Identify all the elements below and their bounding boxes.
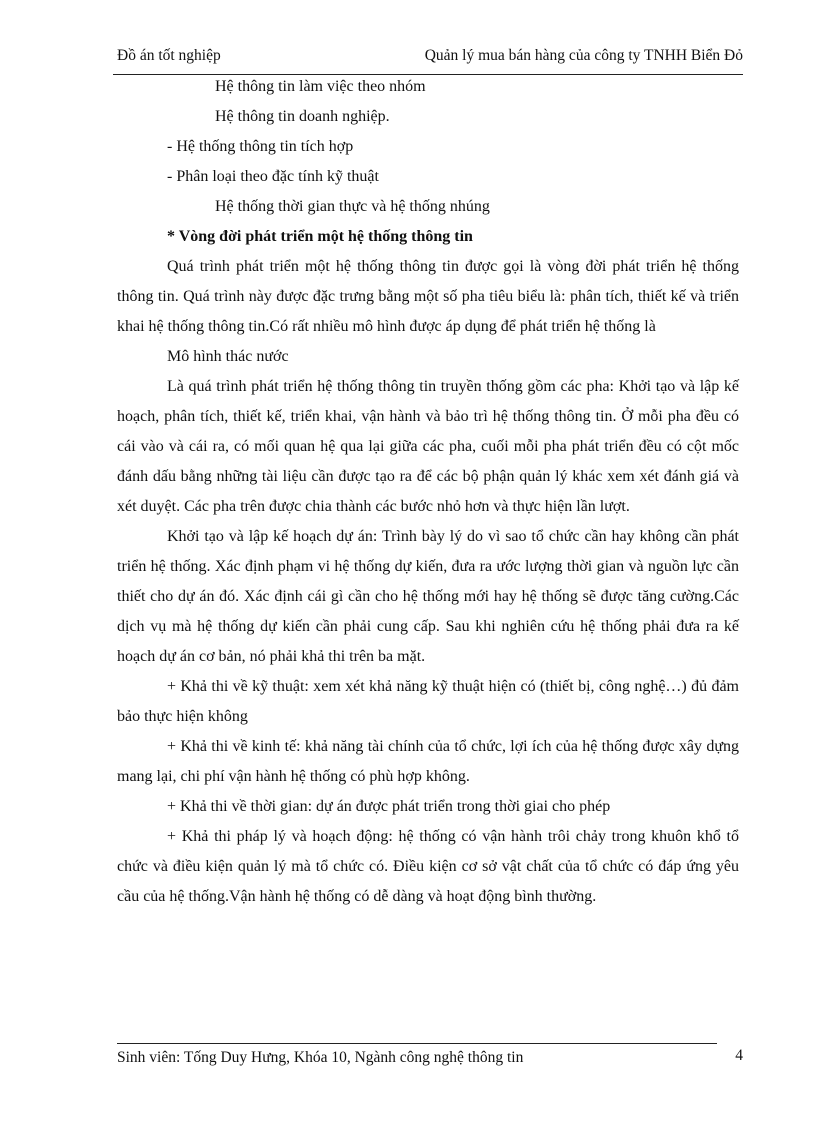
body-line: - Phân loại theo đặc tính kỹ thuật xyxy=(167,168,379,185)
page-header xyxy=(113,44,743,75)
body-line: Hệ thống thời gian thực và hệ thống nhúng xyxy=(215,198,490,215)
footer-divider xyxy=(117,1043,717,1044)
body-line: - Hệ thống thông tin tích hợp xyxy=(167,138,354,155)
footer-author: Sinh viên: Tống Duy Hưng, Khóa 10, Ngành công nghệ thông tin xyxy=(117,1049,524,1066)
body-line: Hệ thông tin doanh nghiệp. xyxy=(215,108,390,125)
header-right-title: Quản lý mua bán hàng của công ty TNHH Biển Đỏ xyxy=(424,47,743,64)
paragraph: + Khả thi về kinh tế: khả năng tài chính của tổ chức, lợi ích của hệ thống được xây dựng mang lại, chi phí vận hành hệ thống có phù hợp không. xyxy=(117,738,739,785)
paragraph: + Khả thi về thời gian: dự án được phát triển trong thời giai cho phép xyxy=(167,798,611,815)
paragraph: Là quá trình phát triển hệ thống thông tin truyền thống gồm các pha: Khởi tạo và lập kế hoạch, phân tích, thiết kế, triển khai, vận hành và bảo trì hệ thống thông tin. Ở mỗi pha đều có cái vào và cái ra, có mối quan hệ qua lại giữa các pha, cuối mỗi pha phát triển đều có cột mốc đánh dấu bằng những tài liệu cần được tạo ra để các bộ phận quản lý khác xem xét đánh giá và xét duyệt. Các pha trên được chia thành các bước nhỏ hơn và thực hiện lần lượt. xyxy=(117,378,739,515)
paragraph: + Khả thi pháp lý và hoạch động: hệ thống có vận hành trôi chảy trong khuôn khổ tổ chức và điều kiện quản lý mà tổ chức có. Điều kiện cơ sở vật chất của tổ chức có đáp ứng yêu cầu của hệ thống.Vận hành hệ thống có dễ dàng và hoạt động bình thường. xyxy=(117,828,739,905)
header-left-title: Đồ án tốt nghiệp xyxy=(117,47,221,64)
paragraph: + Khả thi về kỹ thuật: xem xét khả năng kỹ thuật hiện có (thiết bị, công nghệ…) đủ đảm bảo thực hiện không xyxy=(117,678,739,725)
paragraph: Khởi tạo và lập kế hoạch dự án: Trình bày lý do vì sao tổ chức cần hay không cần phát triển hệ thống. Xác định phạm vi hệ thống dự kiến, đưa ra ước lượng thời gian và nguồn lực cần thiết cho dự án đó. Xác định cái gì cần cho hệ thống mới hay hệ thống sẽ được tăng cường.Các dịch vụ mà hệ thống dự kiến cần phải cung cấp. Sau khi nghiên cứu hệ thống phải đưa ra kế hoạch dự án cơ bản, nó phải khả thi trên ba mặt. xyxy=(117,528,739,665)
body-line: Mô hình thác nước xyxy=(167,348,289,365)
page-number: 4 xyxy=(735,1047,743,1064)
body-line: Hệ thông tin làm việc theo nhóm xyxy=(215,78,426,95)
paragraph: Quá trình phát triển một hệ thống thông tin được gọi là vòng đời phát triển hệ thống thông tin. Quá trình này được đặc trưng bằng một số pha tiêu biểu là: phân tích, thiết kế và triển khai hệ thống thông tin.Có rất nhiều mô hình được áp dụng để phát triển hệ thống là xyxy=(117,258,739,335)
page-body xyxy=(117,72,739,912)
section-heading: * Vòng đời phát triển một hệ thống thông tin xyxy=(167,228,473,245)
